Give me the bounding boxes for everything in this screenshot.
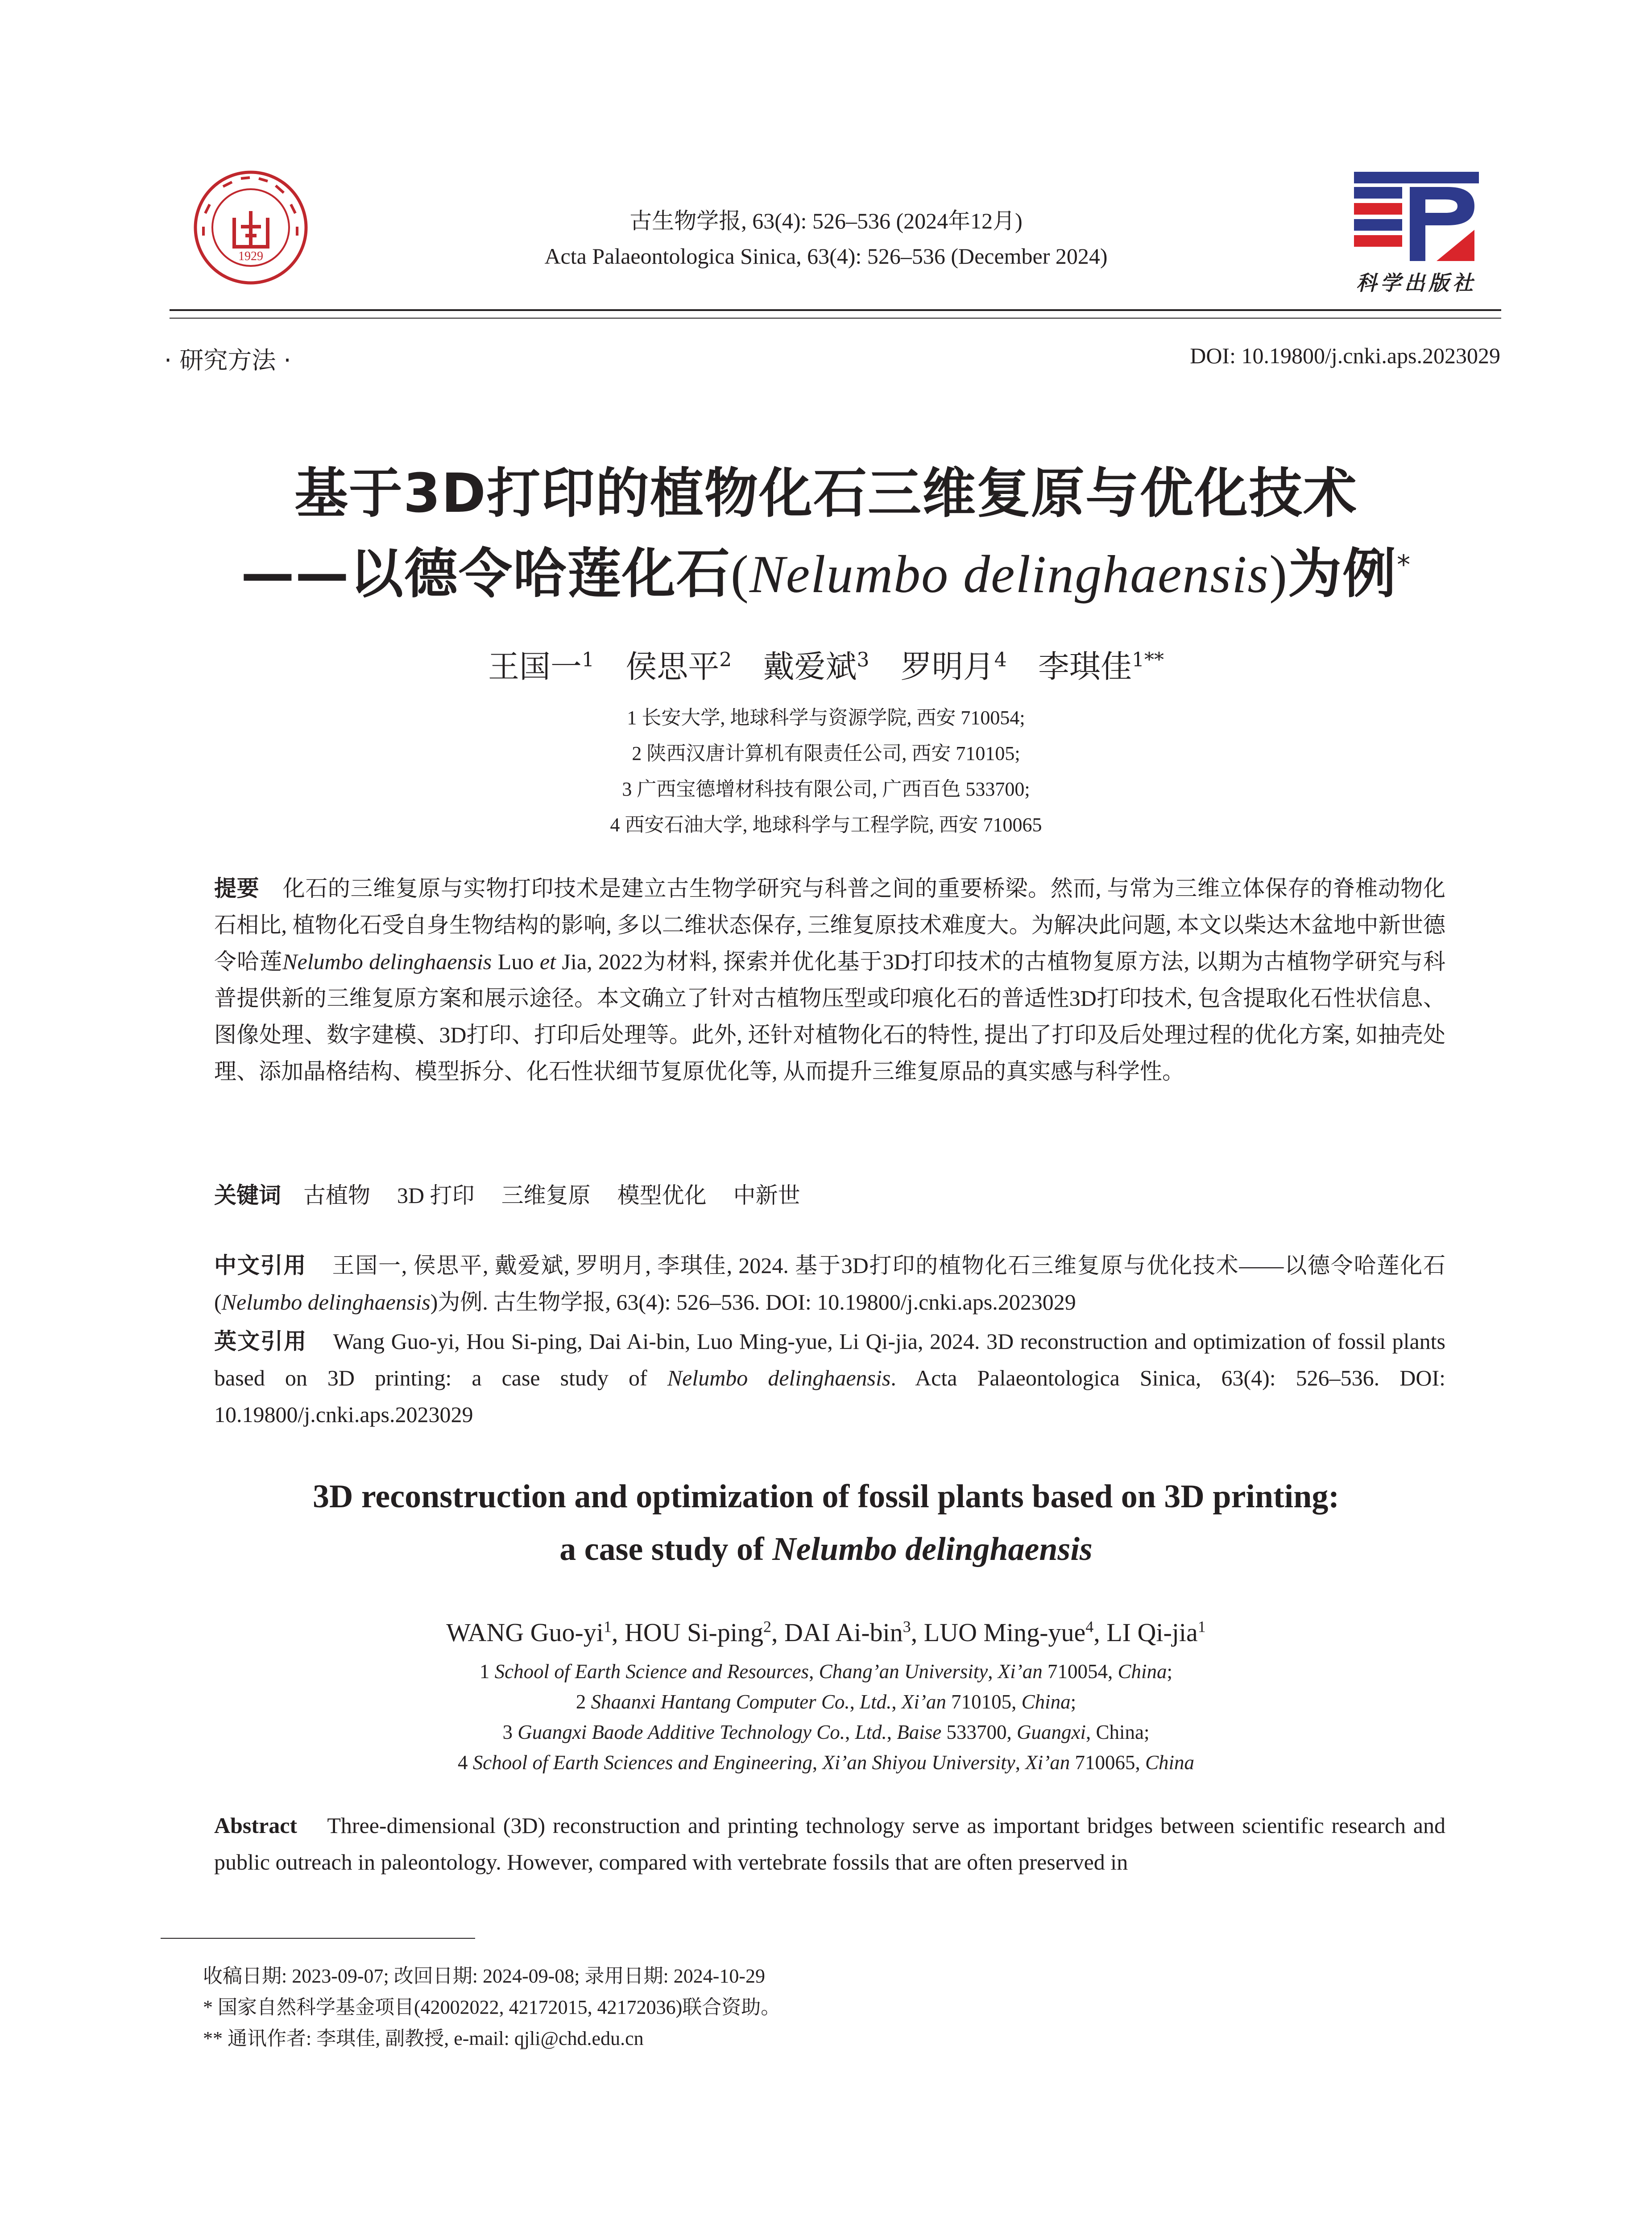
- abstract-en-label: Abstract: [214, 1813, 298, 1838]
- footnote-dates: 收稿日期: 2023-09-07; 改回日期: 2024-09-08; 录用日期: 2024-10-29: [203, 1965, 766, 1987]
- author-cn: 李琪佳$^{1**}$: [1038, 648, 1164, 685]
- affiliation-cn: 1 长安大学, 地球科学与资源学院, 西安 710054;: [627, 707, 1025, 729]
- authors-cn: [0, 642, 1652, 687]
- affiliation-cn: 4 西安石油大学, 地球科学与工程学院, 西安 710065: [610, 814, 1042, 836]
- footnote-corresponding: ** 通讯作者: 李琪佳, 副教授, e-mail: qjli@chd.edu.cn: [203, 2028, 644, 2049]
- title-footnote-mark: *: [1397, 549, 1412, 581]
- header-rule-thick: [170, 309, 1501, 311]
- affiliation-en: 2 Shaanxi Hantang Computer Co., Ltd., Xi’an 710105, China;: [576, 1691, 1076, 1713]
- author-cn: 戴爱斌$^3$: [763, 648, 869, 685]
- affiliation-cn: 3 广西宝德增材科技有限公司, 广西百色 533700;: [622, 778, 1030, 800]
- affiliation-en: 3 Guangxi Baode Additive Technology Co., Ltd., Baise 533700, Guangxi, China;: [502, 1721, 1150, 1743]
- citation-en: 英文引用 Wang Guo-yi, Hou Si-ping, Dai Ai-bin, Luo Ming-yue, Li Qi-jia, 2024. 3D reconstruction and optimization of fossil plants based on 3D printing: a case study of Nelumbo delinghaensis. Acta Palaeontologica Sinica, 63(4): 526–536. DOI: 10.19800/j.cnki.aps.2023029: [214, 1328, 1446, 1427]
- author-en: LI Qi-jia$^1$: [1106, 1618, 1206, 1647]
- title-paren-close: ): [1269, 544, 1288, 604]
- title-en-line2: a case study of Nelumbo delinghaensis: [559, 1531, 1093, 1568]
- footnote-rule: [161, 1938, 475, 1939]
- citation-en-label: 英文引用: [214, 1328, 307, 1354]
- keywords-label: 关键词: [214, 1182, 281, 1208]
- title-en-line1: 3D reconstruction and optimization of fossil plants based on 3D printing:: [312, 1478, 1340, 1515]
- title-cn-line1: 基于3D打印的植物化石三维复原与优化技术: [294, 463, 1358, 525]
- citation-cn-label: 中文引用: [214, 1252, 307, 1278]
- abstract-cn-label: 提要: [214, 875, 260, 901]
- author-en: HOU Si-ping$^2$: [625, 1618, 771, 1647]
- title-cn-suffix: 为例: [1288, 543, 1397, 605]
- title-cn-line2: [0, 531, 1652, 608]
- seal-year: 1929: [238, 249, 263, 263]
- doi-link[interactable]: DOI: 10.19800/j.cnki.aps.2023029: [1190, 343, 1500, 368]
- title-en-latin: Nelumbo delinghaensis: [772, 1531, 1093, 1568]
- section-label: · 研究方法 ·: [164, 346, 291, 374]
- keyword: 古植物: [303, 1183, 370, 1208]
- affiliation-en: 4 School of Earth Sciences and Engineering, Xi’an Shiyou University, Xi’an 710065, China: [457, 1751, 1194, 1774]
- affiliation-en: 1 School of Earth Science and Resources, Chang’an University, Xi’an 710054, China;: [479, 1660, 1173, 1683]
- affiliation-cn: 2 陕西汉唐计算机有限责任公司, 西安 710105;: [632, 742, 1020, 764]
- taxon-name: Nelumbo delinghaensis: [282, 949, 492, 974]
- keyword: 中新世: [733, 1183, 800, 1208]
- footnote-funding: * 国家自然科学基金项目(42002022, 42172015, 42172036)联合资助。: [203, 1996, 781, 2018]
- abstract-cn: 提要 化石的三维复原与实物打印技术是建立古生物学研究与科普之间的重要桥梁。然而, 与常为三维立体保存的脊椎动物化石相比, 植物化石受自身生物结构的影响, 多以二维状态保存, 三维复原技术难度大。为解决此问题, 本文以柴达木盆地中新世德令哈莲Nelumbo delinghaensis Luo et Jia, 2022为材料, 探索并优化基于3D打印技术的古植物复原方法, 以期为古植物学研究与科普提供新的三维复原方案和展示途径。本文确立了针对古植物压型或印痕化石的普适性3D打印技术, 包含提取化石性状信息、图像处理、数字建模、3D打印、打印后处理等。此外, 还针对植物化石的特性, 提出了打印及后处理过程的优化方案, 如抽壳处理、添加晶格结构、模型拆分、化石性状细节复原优化等, 从而提升三维复原品的真实感与科学性。: [214, 875, 1446, 1084]
- keyword: 模型优化: [617, 1183, 707, 1208]
- abstract-en: Abstract Three-dimensional (3D) reconstruction and printing technology serve as important bridges between scientific research and public outreach in paleontology. However, compared with vertebrate fossils that are often preserved in: [214, 1813, 1446, 1874]
- journal-citation-cn: 古生物学报, 63(4): 526–536 (2024年12月): [629, 208, 1023, 233]
- authors-en: WANG Guo-$yi^1$, HOU Si-ping$^2$, DAI Ai-bin$^3$, LUO Ming-yue$^4$, LI Qi-jia$^1$: [446, 1618, 1206, 1647]
- journal-citation-en: Acta Palaeontologica Sinica, 63(4): 526–536 (December 2024): [544, 244, 1108, 269]
- title-paren-open: (: [730, 544, 749, 604]
- title-cn-latin: Nelumbo delinghaensis: [749, 544, 1270, 604]
- author-en: WANG Guo-$yi^1$: [446, 1618, 612, 1647]
- keyword: 3D 打印: [397, 1183, 475, 1208]
- author-en: LUO Ming-yue$^4$: [923, 1618, 1094, 1647]
- title-cn-prefix: ——以德令哈莲化石: [240, 543, 731, 605]
- author-cn: 侯思平$^2$: [625, 648, 732, 685]
- keyword: 三维复原: [501, 1183, 591, 1208]
- citation-cn: 中文引用 王国一, 侯思平, 戴爱斌, 罗明月, 李琪佳, 2024. 基于3D打印的植物化石三维复原与优化技术——以德令哈莲化石(Nelumbo delinghaensis)为例. 古生物学报, 63(4): 526–536. DOI: 10.19800/j.cnki.aps.2023029: [214, 1252, 1446, 1315]
- header-rule-thin: [170, 318, 1501, 319]
- author-en: DAI Ai-bin$^3$: [784, 1618, 911, 1647]
- keywords-cn: [214, 1177, 1445, 1214]
- author-cn: 王国一$^1$: [488, 648, 594, 685]
- publisher-name: 科学出版社: [1356, 271, 1477, 295]
- author-cn: 罗明月$^4$: [900, 648, 1007, 685]
